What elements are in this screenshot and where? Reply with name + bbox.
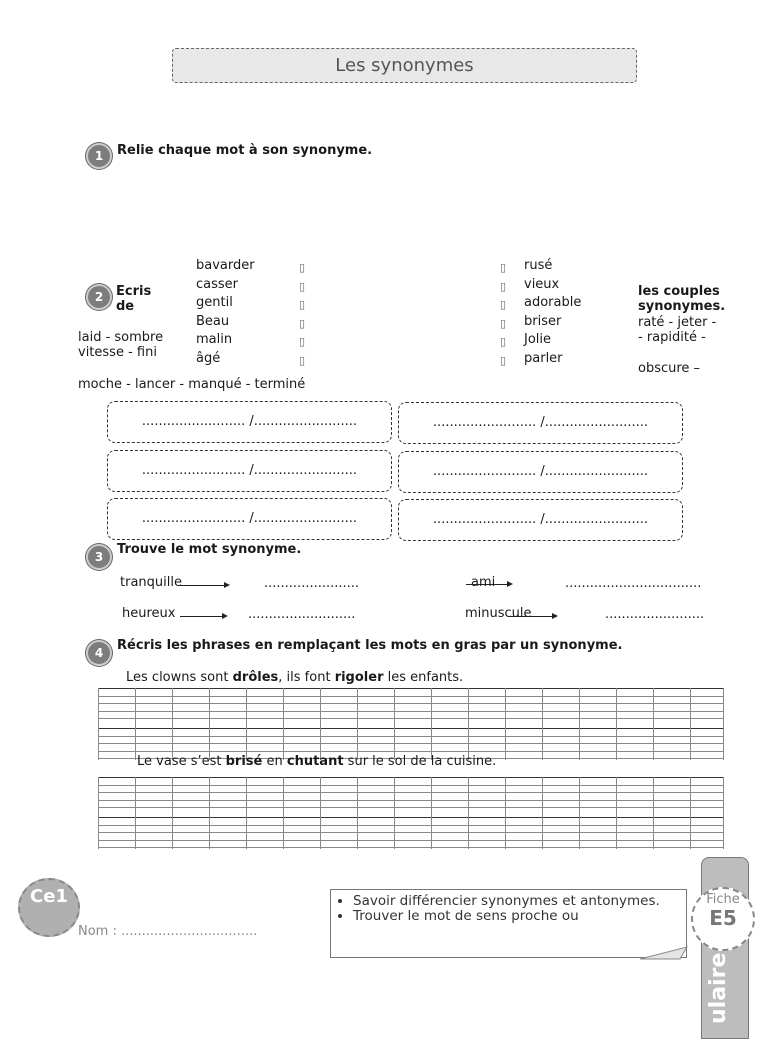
fiche-badge — [691, 887, 755, 951]
link-point[interactable]: ▯ — [500, 353, 507, 367]
writing-lines-1[interactable] — [98, 688, 724, 760]
synonym-word: tranquille — [120, 575, 182, 590]
link-point[interactable]: ▯ — [500, 261, 507, 274]
exercise-1-number: 1 — [86, 143, 112, 169]
answer-dots[interactable]: ....................... — [264, 576, 360, 591]
instruction-part: les couples — [638, 284, 720, 299]
exercise-2-instruction — [116, 284, 151, 314]
left-word: Beau — [196, 313, 230, 329]
answer-dots[interactable]: ........................ — [605, 607, 705, 622]
exercise-2-number: 2 — [86, 284, 112, 310]
sentence-part: en — [262, 754, 287, 769]
right-word: Jolie — [524, 332, 552, 347]
left-link-points — [299, 259, 305, 370]
word-bank-line: - rapidité - — [638, 330, 706, 345]
objective-item: • Trouver le mot de sens proche ou — [353, 909, 686, 924]
arrow-icon — [180, 585, 228, 586]
link-point[interactable]: ▯ — [299, 279, 306, 293]
answer-box[interactable]: ......................... /......................... — [107, 401, 392, 443]
left-word: gentil — [196, 295, 233, 310]
synonym-word: minuscule — [465, 606, 532, 621]
word-bank-line: obscure – — [638, 361, 701, 376]
arrow-icon — [466, 584, 511, 585]
exercise-1-instruction: Relie chaque mot à son synonyme. — [117, 143, 373, 158]
sentence-part: les enfants. — [383, 670, 464, 685]
sentence-part: sur le sol de la cuisine. — [343, 754, 497, 769]
word-bank-line: moche - lancer - manqué - terminé — [78, 377, 306, 392]
page-curl-icon — [640, 946, 688, 960]
exercise-3-instruction: Trouve le mot synonyme. — [117, 542, 302, 557]
bold-word: rigoler — [334, 670, 384, 685]
right-word: vieux — [524, 276, 560, 292]
word-bank-right — [638, 315, 716, 345]
word-bank-line: vitesse - fini — [78, 345, 157, 360]
page-title: Les synonymes — [172, 48, 637, 83]
link-point[interactable]: ▯ — [299, 335, 306, 348]
answer-dots[interactable]: .......................... — [248, 607, 356, 622]
left-word-list — [196, 257, 255, 368]
link-point[interactable]: ▯ — [500, 298, 507, 311]
name-field[interactable]: Nom : ................................. — [78, 924, 258, 939]
bold-word: brisé — [225, 754, 263, 769]
link-point[interactable]: ▯ — [299, 316, 306, 330]
objectives-note — [330, 889, 687, 958]
right-word: parler — [524, 350, 563, 366]
answer-box[interactable]: ......................... /......................... — [398, 499, 683, 541]
link-point[interactable]: ▯ — [299, 353, 306, 367]
arrow-icon — [180, 616, 226, 617]
left-word: bavarder — [196, 258, 255, 273]
side-tab-label: ulaire — [706, 952, 731, 1024]
exercise-2-instruction-end — [638, 284, 725, 314]
right-word: rusé — [524, 258, 553, 273]
objective-item: • Savoir différencier synonymes et antonymes. — [353, 894, 686, 909]
fiche-label: Fiche — [706, 892, 740, 907]
answer-box[interactable]: ......................... /......................... — [107, 498, 392, 540]
writing-lines-2[interactable] — [98, 777, 724, 849]
left-word: casser — [196, 276, 239, 292]
word-bank-line: laid - sombre — [78, 330, 164, 345]
link-point[interactable]: ▯ — [299, 298, 306, 311]
right-word-list — [524, 257, 581, 368]
answer-box[interactable]: ......................... /......................... — [398, 451, 683, 493]
level-badge: Ce1 — [18, 878, 80, 937]
synonym-word: heureux — [122, 606, 176, 621]
exercise-4-instruction: Récris les phrases en remplaçant les mots en gras par un synonyme. — [117, 638, 623, 653]
arrow-icon — [510, 616, 556, 617]
exercise-3-number: 3 — [86, 544, 112, 570]
sentence-part: , ils font — [278, 670, 335, 685]
sentence-1 — [126, 670, 463, 685]
instruction-part: Ecris — [116, 284, 152, 299]
link-point[interactable]: ▯ — [500, 316, 507, 330]
exercise-4-number: 4 — [86, 640, 112, 666]
link-point[interactable]: ▯ — [500, 335, 507, 348]
right-link-points — [500, 259, 506, 370]
right-word: briser — [524, 313, 562, 329]
link-point[interactable]: ▯ — [299, 261, 306, 274]
answer-box[interactable]: ......................... /......................... — [107, 450, 392, 492]
left-word: âgé — [196, 350, 221, 366]
sentence-part: Les clowns sont — [126, 670, 233, 685]
bold-word: chutant — [286, 754, 344, 769]
synonym-word: ami — [471, 575, 496, 590]
right-word: adorable — [524, 295, 582, 310]
instruction-part: de — [116, 299, 135, 314]
link-point[interactable]: ▯ — [500, 279, 507, 293]
answer-dots[interactable]: ................................. — [565, 576, 702, 591]
sentence-part: Le vase s’est — [137, 754, 226, 769]
instruction-part: synonymes. — [638, 299, 726, 314]
fiche-code: E5 — [709, 906, 737, 930]
answer-box[interactable]: ......................... /......................... — [398, 402, 683, 444]
bold-word: drôles — [232, 670, 279, 685]
sentence-2 — [137, 754, 496, 769]
word-bank-left — [78, 330, 163, 360]
left-word: malin — [196, 332, 233, 347]
word-bank-line: raté - jeter - — [638, 315, 717, 330]
